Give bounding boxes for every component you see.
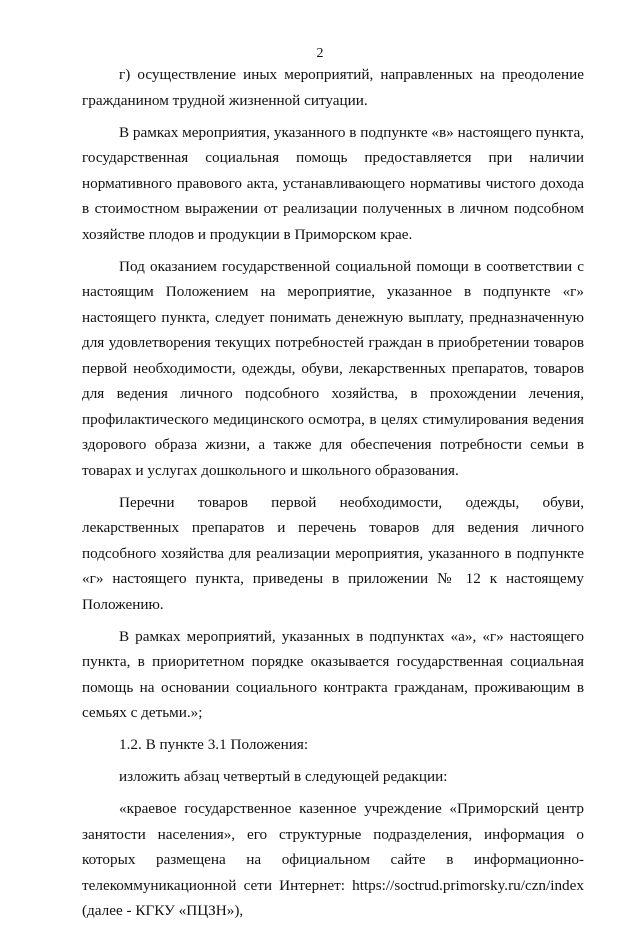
paragraph-subitem-g: г) осуществление иных мероприятий, направленных на преодоление гражданином трудной жизненной ситуации. xyxy=(82,66,584,109)
paragraph-social-assistance-definition: Под оказанием государственной социальной помощи в соответствии с настоящим Положением на мероприятие, указанное в подпункте «г» настоящего пункта, следует понимать денежную выплату, предназначенную для удовлетворения текущих потребностей граждан в приобретении товаров первой необходимости, одежды, обуви, лекарственных препаратов, товаров для ведения личного подсобного хозяйства, в прохождении лечения, профилактического медицинского осмотра, в целях стимулирования ведения здорового образа жизни, а также для обеспечения потребности семьи в товарах и услугах дошкольного и школьного образования. xyxy=(82,257,584,479)
paragraph-amend-instruction: изложить абзац четвертый в следующей редакции: xyxy=(119,768,448,785)
paragraph-goods-lists: Перечни товаров первой необходимости, одежды, обуви, лекарственных препаратов и перечень товаров для ведения личного подсобного хозяйства для реализации мероприятия, указанного в подпункте «г» настоящего пункта, приведены в приложении № 12 к настоящему Положению. xyxy=(82,493,584,613)
paragraph-employment-center: «краевое государственное казенное учреждение «Приморский центр занятости населения», его структурные подразделения, информация о которых размещена на официальном сайте в информационно-телекоммуникационной сети Интернет: https://soctrud.primorsky.ru/czn/index (далее - КГКУ «ПЦЗН»), xyxy=(82,800,584,919)
document-body xyxy=(82,62,584,930)
paragraph-priority-families: В рамках мероприятий, указанных в подпунктах «а», «г» настоящего пункта, в приоритетном порядке оказывается государственная социальная помощь на основании социального контракта гражданам, проживающим в семьях с детьми.»; xyxy=(82,627,584,721)
page-number: 2 xyxy=(316,46,324,61)
paragraph-section-1-2: 1.2. В пункте 3.1 Положения: xyxy=(119,736,309,753)
paragraph-subitem-v-condition: В рамках мероприятия, указанного в подпункте «в» настоящего пункта, государственная социальная помощь предоставляется при наличии нормативного правового акта, устанавливающего нормативы чистого дохода в стоимостном выражении от реализации полученных в личном подсобном хозяйстве плодов и продукции в Приморском крае. xyxy=(82,123,584,243)
